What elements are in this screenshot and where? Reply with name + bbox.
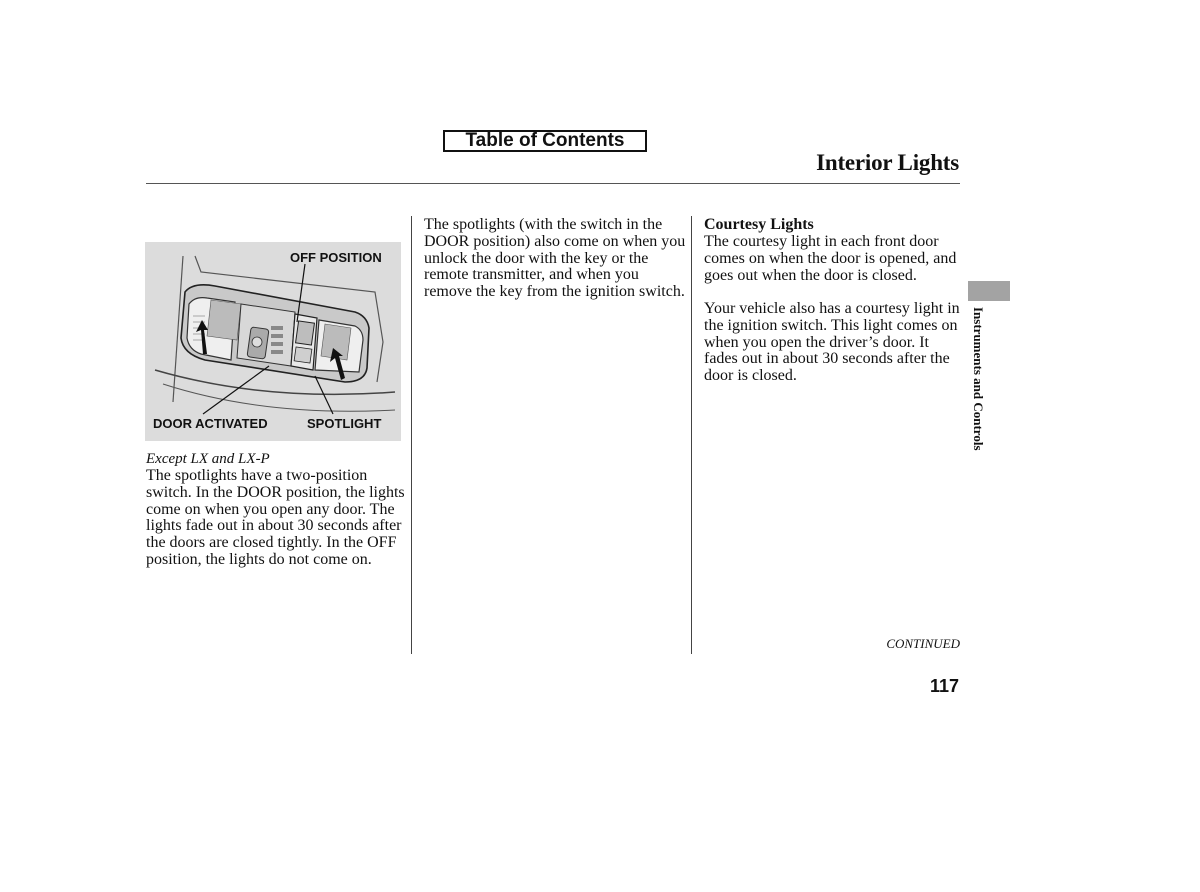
model-note: Except LX and LX-P [146, 451, 270, 467]
courtesy-lights-heading: Courtesy Lights [704, 216, 814, 233]
section-tab [968, 281, 1010, 301]
callout-off-position: OFF POSITION [290, 250, 382, 265]
spotlight-additional-info: The spotlights (with the switch in the DOOR position) also come on when you unlock the door with the key or the remote transmitter, and when you remove the key from the ignition switch. [424, 216, 686, 301]
overhead-console-illustration [145, 242, 401, 441]
spotlight-figure [145, 242, 401, 441]
callout-spotlight: SPOTLIGHT [307, 416, 382, 431]
page-title: Interior Lights [816, 150, 959, 175]
courtesy-lights-paragraph-2: Your vehicle also has a courtesy light in the ignition switch. This light comes on when you open the driver’s door. It fades out in about 30 seconds after the door is closed. [704, 300, 960, 385]
spotlight-description: The spotlights have a two-position switch. In the DOOR position, the lights come on when you open any door. The lights fade out in about 30 seconds after the doors are closed tightly. In the OFF position, the lights do not come on. [146, 467, 405, 568]
courtesy-lights-paragraph-1: The courtesy light in each front door comes on when the door is opened, and goes out when the door is closed. [704, 233, 957, 284]
page-number: 117 [929, 676, 959, 696]
column-divider-1 [411, 216, 412, 654]
section-tab-label: Instruments and Controls [971, 307, 986, 451]
callout-door-activated: DOOR ACTIVATED [153, 416, 268, 431]
continued-label: CONTINUED [886, 636, 960, 651]
table-of-contents-button[interactable]: Table of Contents [443, 130, 647, 152]
header-rule [146, 183, 960, 184]
column-divider-2 [691, 216, 692, 654]
